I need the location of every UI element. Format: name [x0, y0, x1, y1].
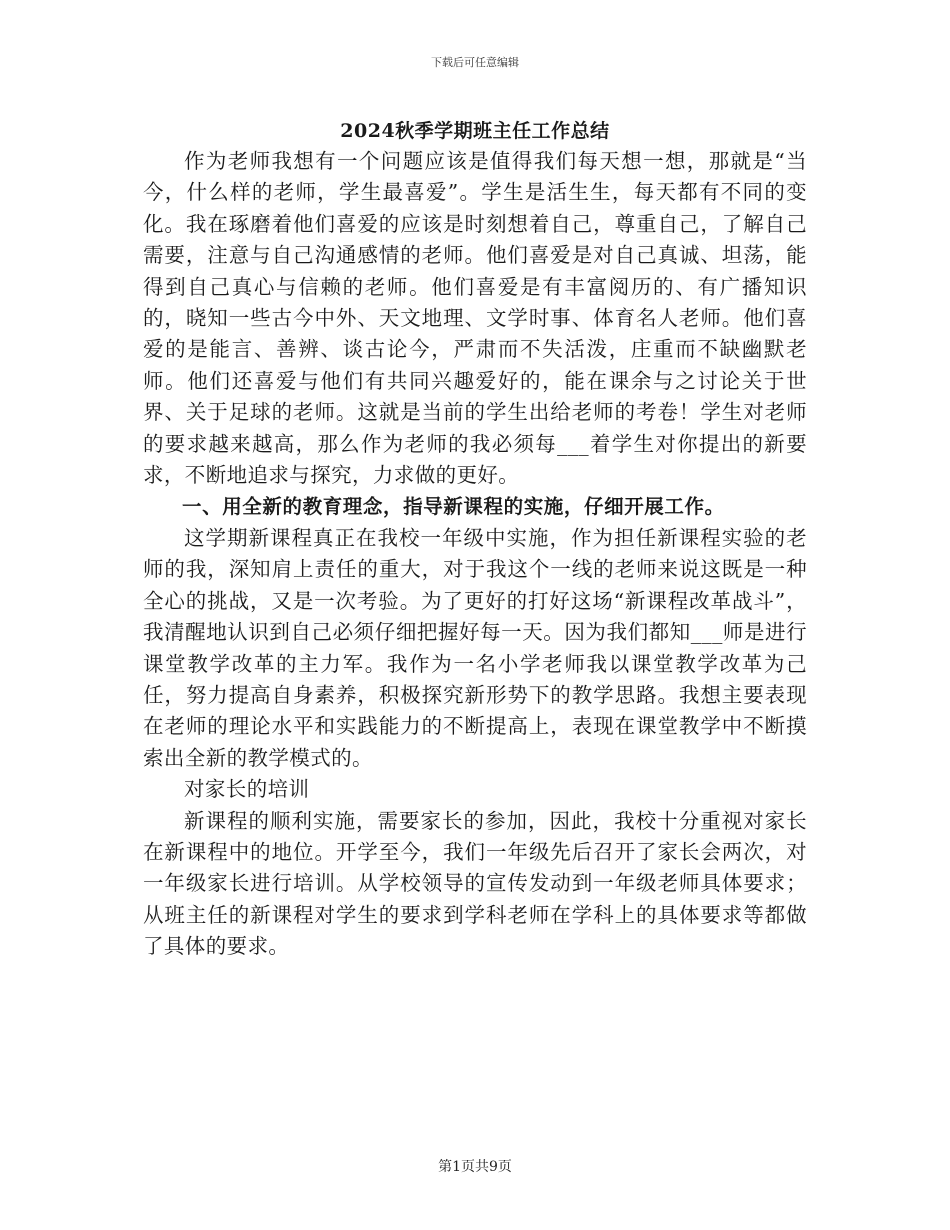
paragraph-new-curriculum: 这学期新课程真正在我校一年级中实施，作为担任新课程实验的老师的我，深知肩上责任的重大，对于我这个一线的老师来说这既是一种全心的挑战，又是一次考验。为了更好的打好这场“新课程改革战斗”，我清醒地认识到自己必须仔细把握好每一天。因为我们都知___师是进行课堂教学改革的主力军。我作为一名小学老师我以课堂教学改革为己任，努力提高自身素养，积极探究新形势下的教学思路。我想主要表现在老师的理论水平和实践能力的不断提高上，表现在课堂教学中不断摸索出全新的教学模式的。 — [143, 525, 807, 770]
document-title: 2024秋季学期班主任工作总结 — [340, 120, 610, 142]
page-number: 第1页共9页 — [438, 1159, 512, 1175]
paragraph-parent-training: 新课程的顺利实施，需要家长的参加，因此，我校十分重视对家长在新课程中的地位。开学至今，我们一年级先后召开了家长会两次，对一年级家长进行培训。从学校领导的宣传发动到一年级老师具体要求；从班主任的新课程对学生的要求到学科老师在学科上的具体要求等都做了具体的要求。 — [143, 808, 807, 959]
subheading-parent-training: 对家长的培训 — [184, 777, 310, 802]
document-body — [143, 146, 807, 963]
header-note: 下载后可任意编辑 — [431, 56, 519, 69]
section-heading-1: 一、用全新的教育理念，指导新课程的实施，仔细开展工作。 — [182, 495, 725, 519]
paragraph-intro: 作为老师我想有一个问题应该是值得我们每天想一想，那就是“当今，什么样的老师，学生最喜爱”。学生是活生生，每天都有不同的变化。我在琢磨着他们喜爱的应该是时刻想着自己，尊重自己，了解自己需要，注意与自己沟通感情的老师。他们喜爱是对自己真诚、坦荡，能得到自己真心与信赖的老师。他们喜爱是有丰富阅历的、有广播知识的，晓知一些古今中外、天文地理、文学时事、体育名人老师。他们喜爱的是能言、善辨、谈古论今，严肃而不失活泼，庄重而不缺幽默老师。他们还喜爱与他们有共同兴趣爱好的，能在课余与之讨论关于世界、关于足球的老师。这就是当前的学生出给老师的考卷！学生对老师的要求越来越高，那么作为老师的我必须每___着学生对你提出的新要求，不断地追求与探究，力求做的更好。 — [143, 149, 807, 488]
